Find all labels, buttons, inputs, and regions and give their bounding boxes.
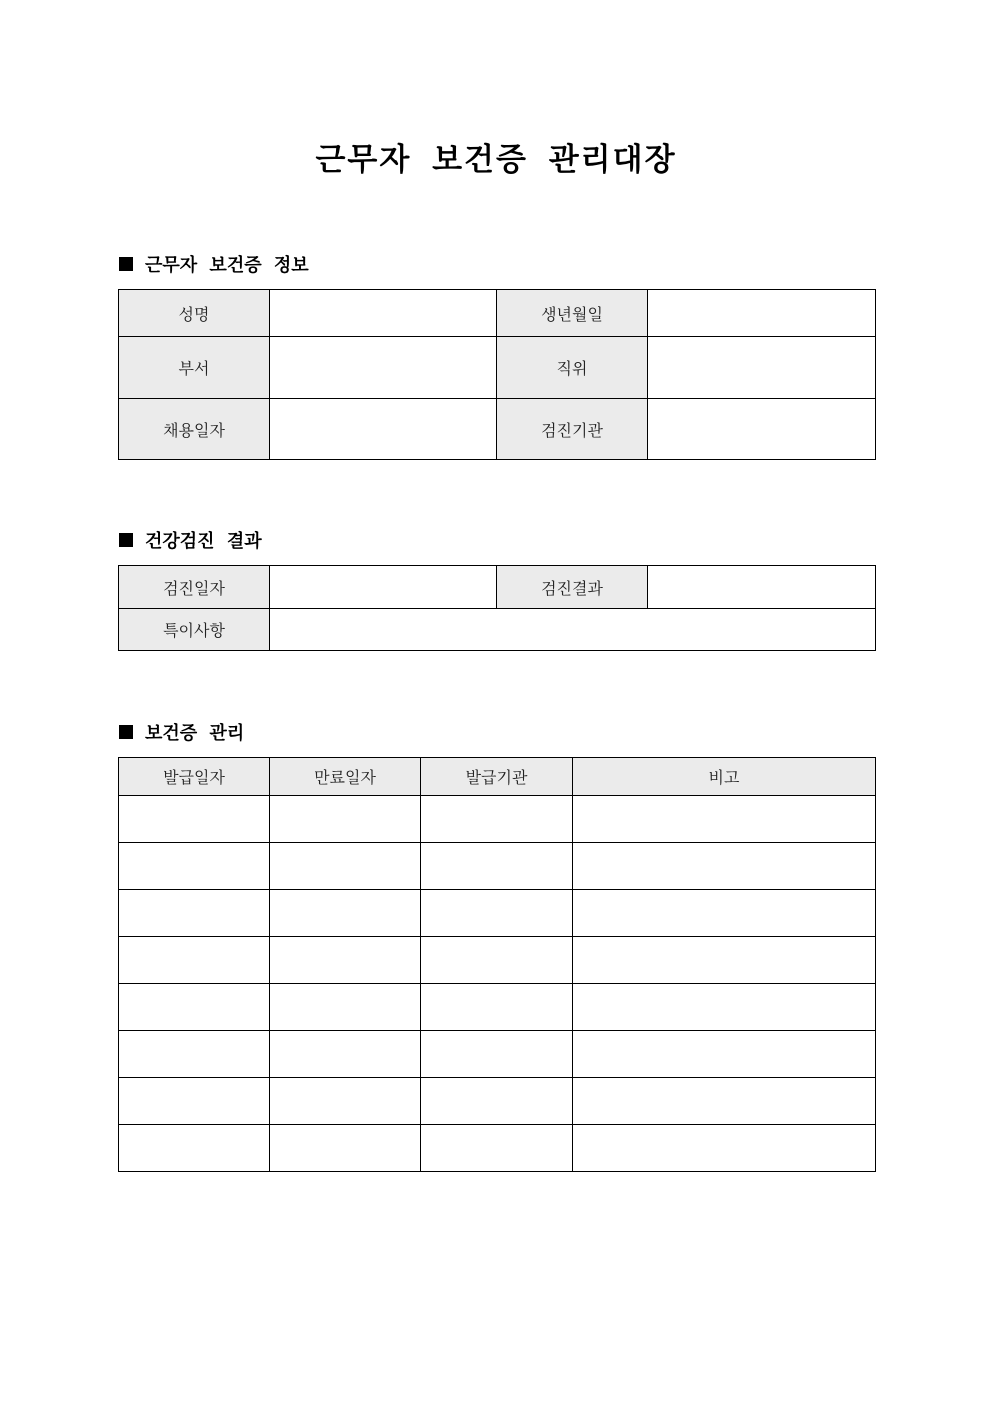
- table-row: [119, 609, 876, 651]
- table-row: [119, 796, 876, 843]
- table-row: [119, 399, 876, 460]
- table-row: [119, 890, 876, 937]
- position-field[interactable]: [648, 337, 876, 399]
- issue-date-cell[interactable]: [119, 937, 270, 984]
- square-bullet-icon: [119, 725, 133, 739]
- section-heading-worker-info: [119, 252, 309, 276]
- issue-date-cell[interactable]: [119, 1078, 270, 1125]
- certificate-management-table: [118, 757, 876, 1172]
- issuer-cell[interactable]: [421, 890, 573, 937]
- section-heading-health-exam: [119, 528, 262, 552]
- note-cell[interactable]: [573, 984, 876, 1031]
- note-cell[interactable]: [573, 1125, 876, 1172]
- health-exam-table: [118, 565, 876, 651]
- note-cell[interactable]: [573, 890, 876, 937]
- square-bullet-icon: [119, 533, 133, 547]
- column-header-issuer: 발급기관: [421, 758, 573, 796]
- table-row: [119, 1125, 876, 1172]
- column-header-issue-date: 발급일자: [119, 758, 270, 796]
- issuer-cell[interactable]: [421, 1078, 573, 1125]
- note-cell[interactable]: [573, 796, 876, 843]
- table-row: [119, 984, 876, 1031]
- expiry-date-cell[interactable]: [270, 937, 421, 984]
- label-remarks: 특이사항: [119, 609, 270, 651]
- issue-date-cell[interactable]: [119, 843, 270, 890]
- label-hire-date: 채용일자: [119, 399, 270, 460]
- label-exam-result: 검진결과: [497, 566, 648, 609]
- exam-date-field[interactable]: [270, 566, 497, 609]
- section-heading-label: 근무자 보건증 정보: [145, 255, 309, 276]
- issuer-cell[interactable]: [421, 843, 573, 890]
- label-clinic: 검진기관: [497, 399, 648, 460]
- issuer-cell[interactable]: [421, 1031, 573, 1078]
- department-field[interactable]: [270, 337, 497, 399]
- label-position: 직위: [497, 337, 648, 399]
- section-heading-label: 건강검진 결과: [145, 531, 262, 552]
- table-row: [119, 1031, 876, 1078]
- remarks-field[interactable]: [270, 609, 876, 651]
- issue-date-cell[interactable]: [119, 1031, 270, 1078]
- label-exam-date: 검진일자: [119, 566, 270, 609]
- issuer-cell[interactable]: [421, 984, 573, 1031]
- table-row: [119, 843, 876, 890]
- section-heading-label: 보건증 관리: [145, 723, 245, 744]
- table-row: [119, 337, 876, 399]
- name-field[interactable]: [270, 290, 497, 337]
- expiry-date-cell[interactable]: [270, 984, 421, 1031]
- issuer-cell[interactable]: [421, 796, 573, 843]
- expiry-date-cell[interactable]: [270, 1031, 421, 1078]
- clinic-field[interactable]: [648, 399, 876, 460]
- table-row: [119, 566, 876, 609]
- hire-date-field[interactable]: [270, 399, 497, 460]
- birth-date-field[interactable]: [648, 290, 876, 337]
- column-header-expiry-date: 만료일자: [270, 758, 421, 796]
- table-header-row: [119, 758, 876, 796]
- issue-date-cell[interactable]: [119, 890, 270, 937]
- issue-date-cell[interactable]: [119, 796, 270, 843]
- table-row: [119, 1078, 876, 1125]
- expiry-date-cell[interactable]: [270, 1078, 421, 1125]
- label-department: 부서: [119, 337, 270, 399]
- note-cell[interactable]: [573, 1031, 876, 1078]
- note-cell[interactable]: [573, 937, 876, 984]
- square-bullet-icon: [119, 257, 133, 271]
- worker-info-table: [118, 289, 876, 460]
- expiry-date-cell[interactable]: [270, 843, 421, 890]
- section-heading-certificate-management: [119, 720, 244, 744]
- column-header-note: 비고: [573, 758, 876, 796]
- label-name: 성명: [119, 290, 270, 337]
- document-title: 근무자 보건증 관리대장: [315, 142, 677, 178]
- issue-date-cell[interactable]: [119, 1125, 270, 1172]
- note-cell[interactable]: [573, 843, 876, 890]
- table-row: [119, 290, 876, 337]
- table-row: [119, 937, 876, 984]
- label-birth-date: 생년월일: [497, 290, 648, 337]
- expiry-date-cell[interactable]: [270, 890, 421, 937]
- expiry-date-cell[interactable]: [270, 796, 421, 843]
- expiry-date-cell[interactable]: [270, 1125, 421, 1172]
- issuer-cell[interactable]: [421, 937, 573, 984]
- issuer-cell[interactable]: [421, 1125, 573, 1172]
- issue-date-cell[interactable]: [119, 984, 270, 1031]
- exam-result-field[interactable]: [648, 566, 876, 609]
- note-cell[interactable]: [573, 1078, 876, 1125]
